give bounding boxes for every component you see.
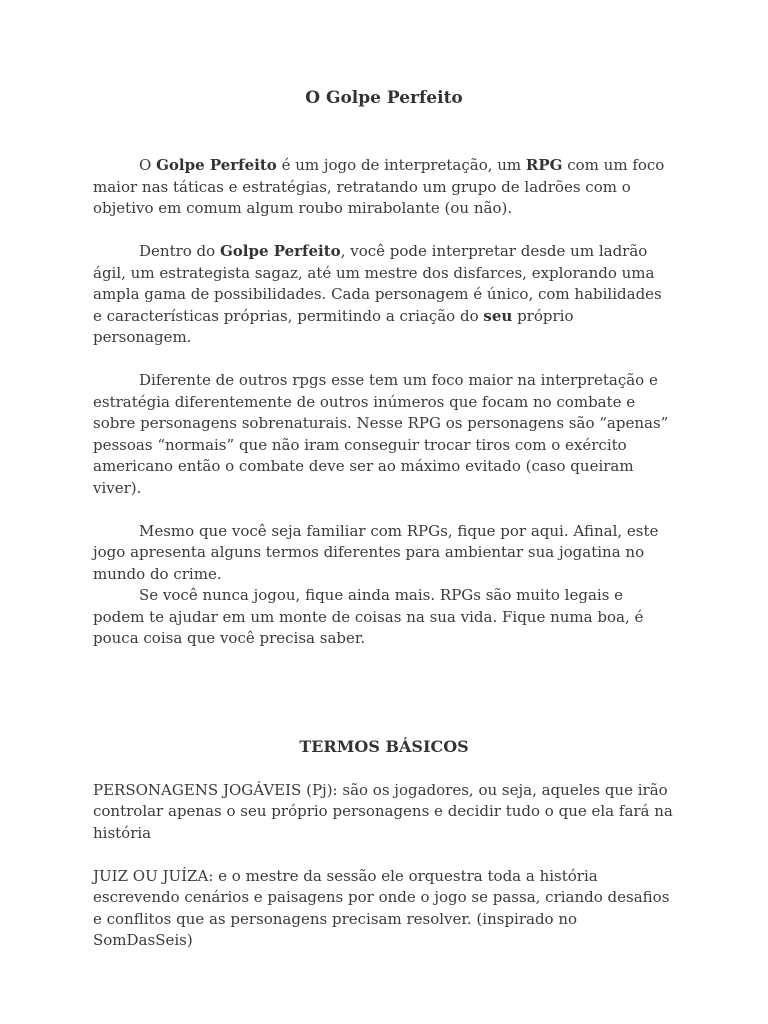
text-run: com um foco maior nas táticas e estratégias, retratando um grupo de ladrões com o objetivo em comum algum roubo mirabolante (ou não).	[93, 156, 665, 217]
bold-text: seu	[483, 306, 513, 325]
term-definition: JUIZ OU JUÍZA: e o mestre da sessão ele orquestra toda a história escrevendo cenários e paisagens por onde o jogo se passa, criando desafios e conflitos que as personagens precisam resolver. (inspirado no SomDasSeis)	[93, 866, 670, 949]
bold-text: RPG	[525, 156, 563, 174]
document-title: O Golpe Perfeito	[305, 88, 463, 108]
bold-text: Golpe Perfeito	[219, 242, 341, 260]
text-run: O	[139, 156, 157, 174]
intro-paragraph-2	[93, 241, 675, 349]
section-title: TERMOS BÁSICOS	[299, 736, 469, 756]
term-definition: PERSONAGENS JOGÁVEIS (Pj): são os jogadores, ou seja, aqueles que irão controlar apenas o seu próprio personagens e decidir tudo o que ela fará na história	[93, 780, 673, 842]
text-run: próprio personagem.	[93, 306, 574, 346]
intro-paragraph-4: Mesmo que você seja familiar com RPGs, fique por aqui. Afinal, este jogo apresenta alguns termos diferentes para ambientar sua jogatina no mundo do crime.	[93, 521, 659, 583]
text-run: Dentro do	[139, 242, 220, 260]
intro-paragraph-3: Diferente de outros rpgs esse tem um foco maior na interpretação e estratégia diferentemente de outros inúmeros que focam no combate e sobre personagens sobrenaturais. Nesse RPG os personagens são “apenas” pessoas “normais” que não iram conseguir trocar tiros com o exército americano então o combate deve ser ao máximo evitado (caso queiram viver).	[93, 371, 669, 497]
intro-paragraph-5: Se você nunca jogou, fique ainda mais. RPGs são muito legais e podem te ajudar em um monte de coisas na sua vida. Fique numa boa, é pouca coisa que você precisa saber.	[93, 586, 644, 647]
bold-text: Golpe Perfeito	[156, 156, 277, 174]
text-run: , você pode interpretar desde um ladrão ágil, um estrategista sagaz, até um mestre dos disfarces, explorando uma ampla gama de possibilidades. Cada personagem é único, com habilidades e características próprias, permitindo a criação do	[93, 242, 662, 325]
intro-paragraph-1	[93, 155, 675, 220]
text-run: é um jogo de interpretação, um	[276, 156, 526, 174]
